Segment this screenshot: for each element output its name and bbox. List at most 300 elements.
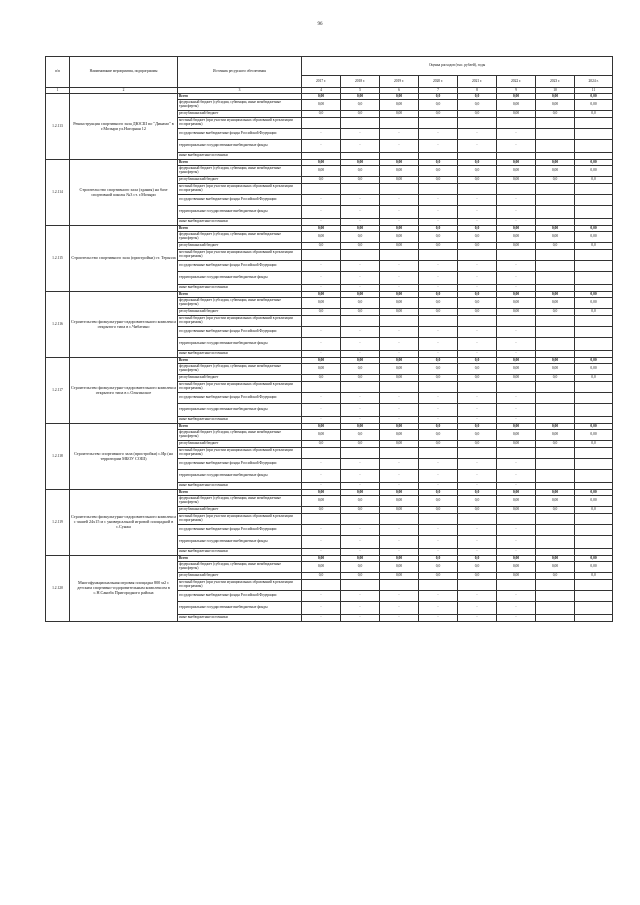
header-year: 2023 г. bbox=[536, 76, 575, 88]
value-cell: 0,0 bbox=[458, 166, 497, 177]
source-label: федеральный бюджет (субсидии, субвенции, иные межбюджетные трансферты) bbox=[178, 430, 302, 441]
value-cell: 0,00 bbox=[497, 111, 536, 118]
value-cell: 0,00 bbox=[380, 111, 419, 118]
value-cell: 0,0 bbox=[458, 507, 497, 514]
value-cell: - bbox=[419, 591, 458, 602]
value-cell: - bbox=[497, 140, 536, 153]
value-cell: 0,0 bbox=[341, 309, 380, 316]
value-cell: - bbox=[419, 129, 458, 140]
value-cell bbox=[419, 448, 458, 459]
value-cell: - bbox=[458, 129, 497, 140]
column-number: 1 bbox=[46, 88, 70, 94]
source-label: республиканский бюджет bbox=[178, 375, 302, 382]
value-cell: 0,00 bbox=[497, 232, 536, 243]
value-cell: 0,00 bbox=[497, 298, 536, 309]
value-cell bbox=[302, 448, 341, 459]
value-cell bbox=[575, 327, 613, 338]
source-label: иные внебюджетные источники bbox=[178, 219, 302, 226]
value-cell: 0,0 bbox=[419, 364, 458, 375]
measure-code: 1.2.115 bbox=[46, 226, 70, 292]
value-cell: 0,0 bbox=[536, 243, 575, 250]
value-cell: 0,00 bbox=[380, 358, 419, 364]
value-cell bbox=[497, 118, 536, 129]
value-cell: - bbox=[419, 536, 458, 549]
value-cell: 0,00 bbox=[380, 100, 419, 111]
value-cell: 0,00 bbox=[380, 375, 419, 382]
value-cell: 0,0 bbox=[419, 490, 458, 496]
value-cell: 0,00 bbox=[575, 100, 613, 111]
value-cell bbox=[575, 250, 613, 261]
value-cell: - bbox=[419, 470, 458, 483]
value-cell: - bbox=[497, 327, 536, 338]
value-cell: - bbox=[302, 206, 341, 219]
source-label: территориальные государственные внебюджетные фонды bbox=[178, 536, 302, 549]
value-cell: 0,0 bbox=[458, 298, 497, 309]
column-number: 4 bbox=[302, 88, 341, 94]
value-cell: - bbox=[497, 459, 536, 470]
value-cell: - bbox=[458, 536, 497, 549]
value-cell: 0,0 bbox=[536, 441, 575, 448]
value-cell: 0,00 bbox=[575, 430, 613, 441]
value-cell bbox=[536, 591, 575, 602]
value-cell: 0,00 bbox=[497, 375, 536, 382]
value-cell bbox=[419, 316, 458, 327]
value-cell: - bbox=[302, 549, 341, 556]
source-label: республиканский бюджет bbox=[178, 573, 302, 580]
value-cell: 0,0 bbox=[341, 573, 380, 580]
value-cell bbox=[575, 514, 613, 525]
value-cell: 0,00 bbox=[497, 226, 536, 232]
value-cell: 0,00 bbox=[380, 490, 419, 496]
value-cell: 0,00 bbox=[302, 490, 341, 496]
value-cell: - bbox=[497, 483, 536, 490]
value-cell: - bbox=[302, 393, 341, 404]
value-cell: 0,00 bbox=[575, 166, 613, 177]
header-year: 2022 г. bbox=[497, 76, 536, 88]
value-cell: 0,00 bbox=[536, 166, 575, 177]
source-label: иные внебюджетные источники bbox=[178, 285, 302, 292]
value-cell: - bbox=[302, 459, 341, 470]
value-cell: 0,0 bbox=[458, 243, 497, 250]
value-cell: 0,0 bbox=[536, 177, 575, 184]
value-cell: 0,0 bbox=[419, 100, 458, 111]
value-cell: 0,0 bbox=[419, 177, 458, 184]
value-cell: - bbox=[302, 404, 341, 417]
value-cell: 0,00 bbox=[341, 358, 380, 364]
value-cell: - bbox=[419, 549, 458, 556]
source-label: местный бюджет (при участии муниципальных образований в реализации госпрограммы) bbox=[178, 448, 302, 459]
value-cell bbox=[536, 140, 575, 153]
value-cell: - bbox=[341, 393, 380, 404]
measure-code: 1.2.117 bbox=[46, 358, 70, 424]
source-label: государственные внебюджетные фонды Российской Федерации bbox=[178, 459, 302, 470]
value-cell bbox=[575, 448, 613, 459]
value-cell: - bbox=[380, 483, 419, 490]
value-cell: 0,00 bbox=[302, 424, 341, 430]
value-cell bbox=[575, 549, 613, 556]
value-cell: 0,0 bbox=[458, 177, 497, 184]
value-cell: 0,00 bbox=[497, 562, 536, 573]
value-cell: 0,00 bbox=[341, 490, 380, 496]
value-cell: - bbox=[458, 470, 497, 483]
value-cell: - bbox=[380, 351, 419, 358]
value-cell: - bbox=[458, 327, 497, 338]
value-cell: - bbox=[497, 261, 536, 272]
value-cell: 0,0 bbox=[341, 507, 380, 514]
value-cell: - bbox=[458, 483, 497, 490]
source-label: иные внебюджетные источники bbox=[178, 417, 302, 424]
value-cell: 0,0 bbox=[419, 573, 458, 580]
value-cell: 0,0 bbox=[302, 243, 341, 250]
value-cell bbox=[380, 118, 419, 129]
value-cell: - bbox=[419, 285, 458, 292]
value-cell: - bbox=[380, 272, 419, 285]
value-cell bbox=[380, 250, 419, 261]
value-cell: - bbox=[458, 219, 497, 226]
value-cell: - bbox=[380, 195, 419, 206]
value-cell: 0,00 bbox=[380, 226, 419, 232]
value-cell: - bbox=[497, 393, 536, 404]
value-cell: - bbox=[341, 602, 380, 615]
value-cell bbox=[575, 153, 613, 160]
value-cell bbox=[575, 338, 613, 351]
header-year: 2019 г. bbox=[380, 76, 419, 88]
value-cell: - bbox=[497, 219, 536, 226]
value-cell: 0,00 bbox=[497, 424, 536, 430]
value-cell: - bbox=[419, 459, 458, 470]
value-cell bbox=[497, 448, 536, 459]
value-cell: - bbox=[419, 417, 458, 424]
value-cell: 0,00 bbox=[575, 292, 613, 298]
value-cell bbox=[341, 184, 380, 195]
value-cell bbox=[536, 351, 575, 358]
value-cell: 0,00 bbox=[536, 100, 575, 111]
value-cell: 0,00 bbox=[497, 441, 536, 448]
value-cell: 0,0 bbox=[419, 309, 458, 316]
value-cell: 0,0 bbox=[302, 507, 341, 514]
value-cell: - bbox=[458, 285, 497, 292]
value-cell: 0,00 bbox=[575, 556, 613, 562]
value-cell: 0,0 bbox=[341, 111, 380, 118]
value-cell: 0,00 bbox=[536, 298, 575, 309]
value-cell bbox=[575, 129, 613, 140]
value-cell: 0,00 bbox=[380, 507, 419, 514]
source-label: федеральный бюджет (субсидии, субвенции, иные межбюджетные трансферты) bbox=[178, 562, 302, 573]
value-cell: - bbox=[419, 615, 458, 622]
value-cell: 0,00 bbox=[380, 562, 419, 573]
source-label: иные внебюджетные источники bbox=[178, 549, 302, 556]
value-cell bbox=[380, 580, 419, 591]
value-cell: 0,0 bbox=[341, 243, 380, 250]
measure-name: Реконструкция спортивного зала ДЮСШ по "Динамо" в г.Мозыри ул.Нагорная 12 bbox=[70, 94, 178, 160]
source-label: иные внебюджетные источники bbox=[178, 153, 302, 160]
source-label: территориальные государственные внебюджетные фонды bbox=[178, 140, 302, 153]
value-cell: 0,00 bbox=[341, 292, 380, 298]
header-name: Наименование мероприятия, подпрограммы bbox=[70, 57, 178, 88]
value-cell: 0,00 bbox=[302, 496, 341, 507]
value-cell: 0,00 bbox=[575, 94, 613, 100]
value-cell: 0,0 bbox=[419, 160, 458, 166]
value-cell bbox=[458, 514, 497, 525]
value-cell: - bbox=[380, 525, 419, 536]
column-number: 6 bbox=[380, 88, 419, 94]
value-cell: - bbox=[419, 219, 458, 226]
value-cell: 0,00 bbox=[497, 177, 536, 184]
value-cell: - bbox=[302, 327, 341, 338]
value-cell: 0,0 bbox=[419, 232, 458, 243]
value-cell: 0,0 bbox=[302, 111, 341, 118]
source-label: республиканский бюджет bbox=[178, 309, 302, 316]
value-cell: 0,0 bbox=[458, 424, 497, 430]
value-cell bbox=[380, 153, 419, 160]
value-cell: - bbox=[341, 219, 380, 226]
value-cell bbox=[536, 195, 575, 206]
value-cell: - bbox=[302, 525, 341, 536]
source-label: государственные внебюджетные фонды Российской Федерации bbox=[178, 327, 302, 338]
value-cell bbox=[536, 549, 575, 556]
value-cell: - bbox=[497, 525, 536, 536]
value-cell: - bbox=[419, 272, 458, 285]
value-cell: 0,00 bbox=[536, 358, 575, 364]
source-label: территориальные государственные внебюджетные фонды bbox=[178, 338, 302, 351]
value-cell: 0,0 bbox=[341, 496, 380, 507]
value-cell bbox=[380, 448, 419, 459]
value-cell: - bbox=[497, 206, 536, 219]
value-cell: - bbox=[341, 327, 380, 338]
value-cell bbox=[497, 580, 536, 591]
value-cell bbox=[575, 459, 613, 470]
value-cell: - bbox=[380, 591, 419, 602]
value-cell bbox=[341, 118, 380, 129]
value-cell: 0,00 bbox=[536, 160, 575, 166]
value-cell: 0,00 bbox=[341, 424, 380, 430]
value-cell: 0,00 bbox=[536, 292, 575, 298]
value-cell bbox=[575, 615, 613, 622]
value-cell bbox=[536, 153, 575, 160]
value-cell: 0,00 bbox=[575, 562, 613, 573]
value-cell bbox=[575, 417, 613, 424]
value-cell bbox=[536, 184, 575, 195]
value-cell: 0,00 bbox=[380, 292, 419, 298]
value-cell: - bbox=[419, 338, 458, 351]
value-cell: - bbox=[380, 285, 419, 292]
source-label: территориальные государственные внебюджетные фонды bbox=[178, 272, 302, 285]
value-cell: - bbox=[380, 129, 419, 140]
value-cell bbox=[575, 591, 613, 602]
value-cell bbox=[458, 448, 497, 459]
source-label: местный бюджет (при участии муниципальных образований в реализации госпрограммы) bbox=[178, 118, 302, 129]
value-cell: - bbox=[380, 219, 419, 226]
value-cell: - bbox=[419, 525, 458, 536]
value-cell: - bbox=[302, 195, 341, 206]
value-cell: - bbox=[497, 549, 536, 556]
value-cell: 0,00 bbox=[497, 292, 536, 298]
column-number: 7 bbox=[419, 88, 458, 94]
source-label: республиканский бюджет bbox=[178, 177, 302, 184]
source-label: государственные внебюджетные фонды Российской Федерации bbox=[178, 393, 302, 404]
source-label: Всего bbox=[178, 226, 302, 232]
value-cell: - bbox=[458, 591, 497, 602]
value-cell: 0,00 bbox=[575, 358, 613, 364]
value-cell: 0,00 bbox=[341, 160, 380, 166]
value-cell: 0,0 bbox=[575, 309, 613, 316]
value-cell: 0,0 bbox=[458, 441, 497, 448]
value-cell: 0,0 bbox=[302, 309, 341, 316]
value-cell: 0,00 bbox=[380, 309, 419, 316]
value-cell: 0,00 bbox=[536, 226, 575, 232]
value-cell bbox=[575, 140, 613, 153]
value-cell: 0,0 bbox=[575, 243, 613, 250]
value-cell: - bbox=[341, 272, 380, 285]
value-cell: 0,00 bbox=[302, 232, 341, 243]
value-cell: 0,0 bbox=[458, 496, 497, 507]
value-cell: 0,0 bbox=[302, 375, 341, 382]
value-cell: - bbox=[497, 602, 536, 615]
value-cell bbox=[419, 382, 458, 393]
column-number: 3 bbox=[178, 88, 302, 94]
value-cell bbox=[575, 470, 613, 483]
value-cell: - bbox=[341, 417, 380, 424]
value-cell: - bbox=[341, 549, 380, 556]
value-cell: 0,00 bbox=[380, 441, 419, 448]
value-cell: - bbox=[302, 470, 341, 483]
value-cell: - bbox=[458, 338, 497, 351]
source-label: федеральный бюджет (субсидии, субвенции, иные межбюджетные трансферты) bbox=[178, 298, 302, 309]
source-label: территориальные государственные внебюджетные фонды bbox=[178, 404, 302, 417]
value-cell: 0,00 bbox=[536, 562, 575, 573]
column-number: 2 bbox=[70, 88, 178, 94]
page-number: 96 bbox=[317, 22, 323, 27]
value-cell: 0,00 bbox=[497, 309, 536, 316]
value-cell: - bbox=[380, 140, 419, 153]
value-cell bbox=[497, 316, 536, 327]
value-cell: - bbox=[419, 483, 458, 490]
source-label: Всего bbox=[178, 292, 302, 298]
value-cell: 0,0 bbox=[575, 573, 613, 580]
value-cell: - bbox=[497, 417, 536, 424]
source-label: Всего bbox=[178, 424, 302, 430]
value-cell bbox=[575, 536, 613, 549]
value-cell bbox=[497, 184, 536, 195]
value-cell: 0,00 bbox=[380, 94, 419, 100]
value-cell: 0,0 bbox=[458, 556, 497, 562]
value-cell: 0,0 bbox=[341, 562, 380, 573]
value-cell: 0,0 bbox=[419, 111, 458, 118]
value-cell: 0,00 bbox=[380, 160, 419, 166]
value-cell: 0,00 bbox=[497, 507, 536, 514]
value-cell bbox=[536, 483, 575, 490]
value-cell: 0,0 bbox=[458, 358, 497, 364]
value-cell bbox=[380, 184, 419, 195]
value-cell: - bbox=[380, 393, 419, 404]
value-cell bbox=[458, 184, 497, 195]
value-cell: - bbox=[302, 140, 341, 153]
value-cell: 0,0 bbox=[419, 441, 458, 448]
header-year: 2024 г. bbox=[575, 76, 613, 88]
value-cell: - bbox=[458, 272, 497, 285]
value-cell: 0,0 bbox=[458, 375, 497, 382]
value-cell: 0,00 bbox=[380, 556, 419, 562]
value-cell: 0,0 bbox=[341, 166, 380, 177]
value-cell: - bbox=[458, 393, 497, 404]
value-cell: 0,00 bbox=[536, 430, 575, 441]
value-cell: 0,0 bbox=[419, 298, 458, 309]
value-cell bbox=[536, 615, 575, 622]
value-cell: - bbox=[341, 338, 380, 351]
value-cell: - bbox=[419, 404, 458, 417]
value-cell: - bbox=[302, 615, 341, 622]
value-cell: 0,0 bbox=[419, 358, 458, 364]
value-cell: - bbox=[341, 404, 380, 417]
value-cell: - bbox=[380, 327, 419, 338]
source-label: иные внебюджетные источники bbox=[178, 351, 302, 358]
measure-code: 1.2.114 bbox=[46, 160, 70, 226]
column-number: 10 bbox=[536, 88, 575, 94]
source-label: Всего bbox=[178, 556, 302, 562]
value-cell: 0,0 bbox=[575, 177, 613, 184]
value-cell bbox=[575, 316, 613, 327]
value-cell bbox=[536, 393, 575, 404]
value-cell bbox=[536, 602, 575, 615]
header-source: Источник ресурсного обеспечения bbox=[178, 57, 302, 88]
source-label: республиканский бюджет bbox=[178, 111, 302, 118]
expenditure-table bbox=[45, 56, 613, 622]
value-cell bbox=[458, 382, 497, 393]
value-cell: - bbox=[341, 140, 380, 153]
value-cell: - bbox=[302, 219, 341, 226]
value-cell: 0,0 bbox=[341, 441, 380, 448]
value-cell: 0,00 bbox=[341, 556, 380, 562]
value-cell bbox=[419, 118, 458, 129]
value-cell: 0,00 bbox=[536, 232, 575, 243]
value-cell: - bbox=[341, 459, 380, 470]
value-cell: - bbox=[380, 338, 419, 351]
value-cell: 0,00 bbox=[497, 166, 536, 177]
value-cell: - bbox=[302, 351, 341, 358]
value-cell: 0,00 bbox=[302, 358, 341, 364]
column-number: 11 bbox=[575, 88, 613, 94]
value-cell: 0,00 bbox=[536, 94, 575, 100]
value-cell: 0,00 bbox=[536, 556, 575, 562]
value-cell: 0,00 bbox=[497, 364, 536, 375]
value-cell: 0,00 bbox=[497, 573, 536, 580]
value-cell bbox=[536, 514, 575, 525]
value-cell: 0,0 bbox=[341, 177, 380, 184]
value-cell: 0,00 bbox=[497, 243, 536, 250]
value-cell bbox=[458, 153, 497, 160]
value-cell: - bbox=[341, 483, 380, 490]
value-cell bbox=[536, 338, 575, 351]
value-cell: 0,0 bbox=[536, 375, 575, 382]
value-cell: 0,0 bbox=[458, 490, 497, 496]
value-cell: - bbox=[419, 327, 458, 338]
value-cell: 0,0 bbox=[458, 292, 497, 298]
value-cell: - bbox=[380, 615, 419, 622]
value-cell bbox=[536, 316, 575, 327]
value-cell: - bbox=[380, 206, 419, 219]
source-label: федеральный бюджет (субсидии, субвенции, иные межбюджетные трансферты) bbox=[178, 166, 302, 177]
value-cell: 0,00 bbox=[380, 177, 419, 184]
measure-name: Строительство спортивного зала (здания) на базе спортивной школы №3 ст. г.Мозыри bbox=[70, 160, 178, 226]
value-cell: 0,0 bbox=[419, 496, 458, 507]
measure-code: 1.2.120 bbox=[46, 556, 70, 622]
value-cell bbox=[575, 261, 613, 272]
value-cell bbox=[458, 316, 497, 327]
value-cell bbox=[419, 514, 458, 525]
value-cell: 0,0 bbox=[575, 375, 613, 382]
value-cell bbox=[536, 580, 575, 591]
value-cell: 0,00 bbox=[380, 298, 419, 309]
